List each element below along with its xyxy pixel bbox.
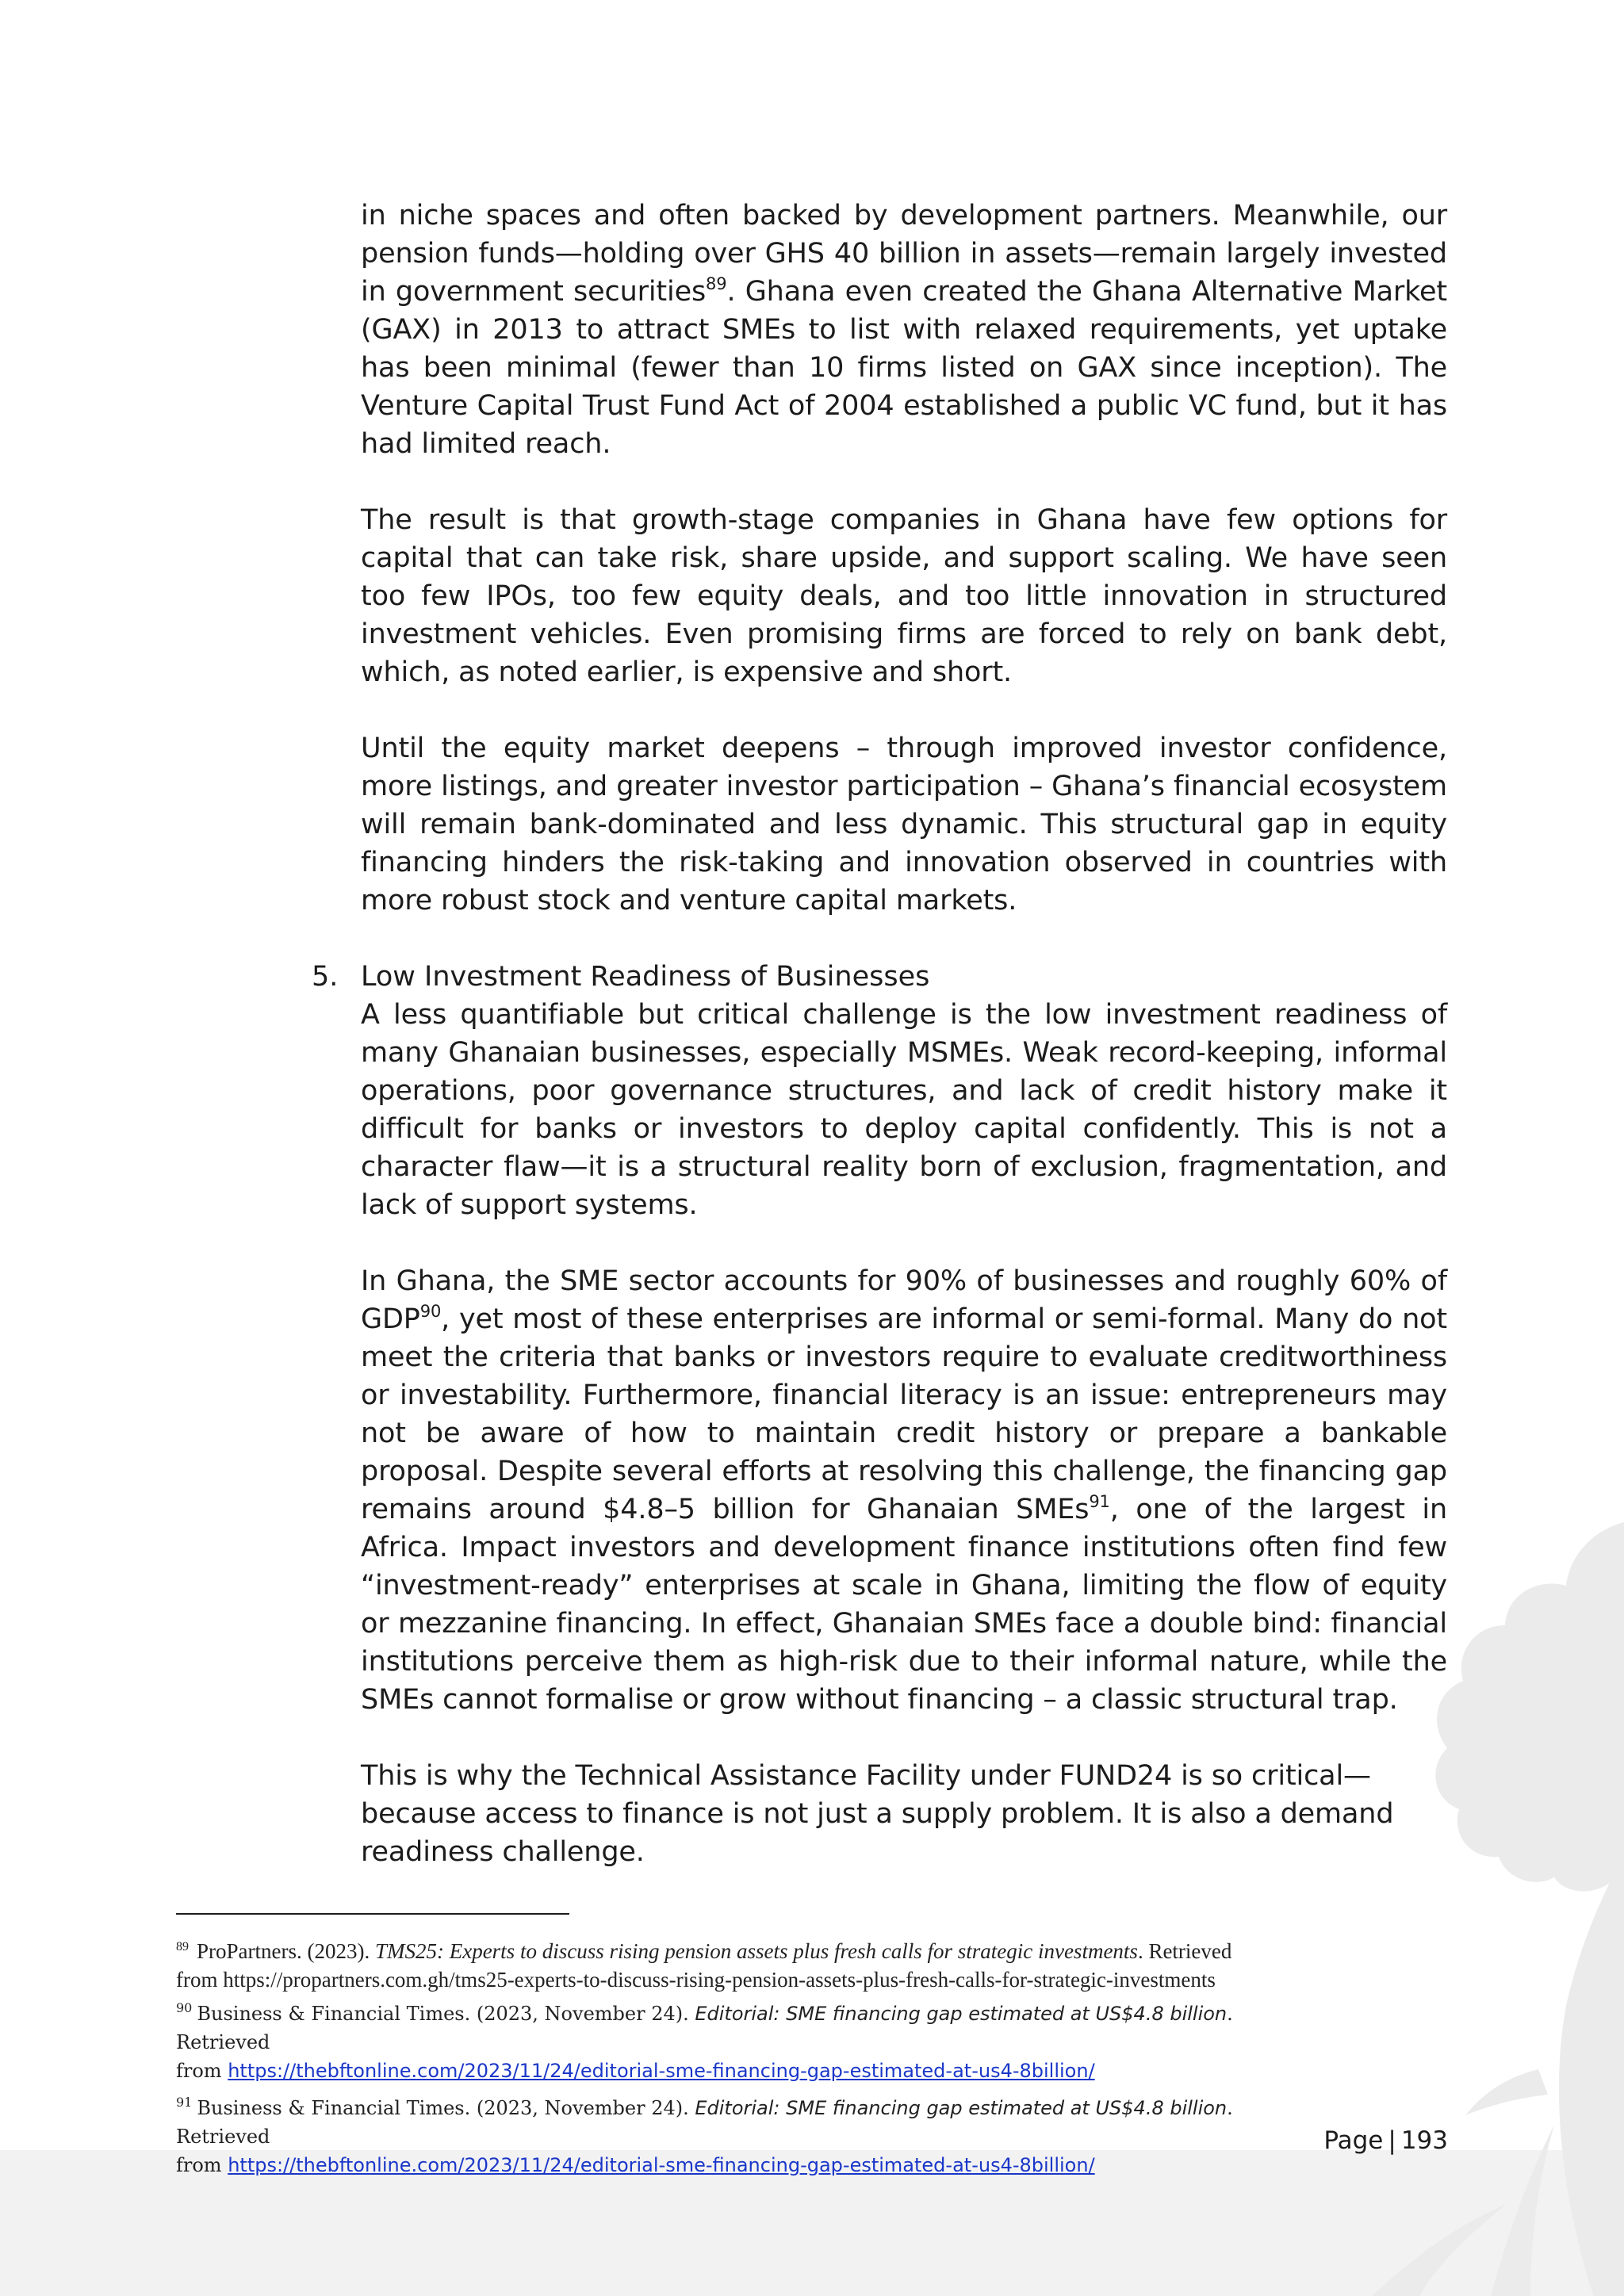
- paragraph-line: because access to finance is not just a supply problem. It is also a demand: [361, 1798, 1394, 1830]
- footnote-title: Editorial: SME financing gap estimated at US$4.8 billion: [695, 2097, 1228, 2119]
- footnote-91-link[interactable]: https://thebftonline.com/2023/11/24/editorial-sme-financing-gap-estimated-at-us4-8billion/: [228, 2154, 1095, 2176]
- section-title: Low Investment Readiness of Businesses: [361, 961, 930, 993]
- footnote-text: . Retrieved: [1137, 1939, 1232, 1963]
- footnote-text: from: [176, 2060, 228, 2082]
- page-separator: |: [1388, 2126, 1396, 2155]
- paragraph-sme-sector: [361, 1262, 1447, 1719]
- paragraph-text: , yet most of these enterprises are informal or semi-formal. Many do not meet the criteria that banks or investors require to evaluate creditworthiness or investability. Furthermore, financial literacy is an issue: entrepreneurs may not be aware of how to maintain credit history or prepare a bankable proposal. Despite several efforts at resolving this challenge, the financing gap remains around $4.8–5 billion for Ghanaian SMEs: [361, 1303, 1447, 1525]
- footnote-number: 89: [176, 1940, 189, 1954]
- footnote-text: from: [176, 2154, 228, 2176]
- footnote-divider: [176, 1913, 569, 1915]
- page-number: [1323, 2126, 1448, 2155]
- footnote-title: TMS25: Experts to discuss rising pension assets plus fresh calls for strategic investments: [374, 1939, 1138, 1963]
- paragraph-text: In Ghana, the SME sector accounts for 90% of businesses and roughly 60% of GDP: [361, 1265, 1447, 1335]
- paragraph-technical-assistance: [361, 1757, 1447, 1871]
- main-content: [312, 197, 1447, 1909]
- paragraph-line: readiness challenge.: [361, 1836, 645, 1868]
- footnote-90-link[interactable]: https://thebftonline.com/2023/11/24/editorial-sme-financing-gap-estimated-at-us4-8billion/: [228, 2060, 1095, 2082]
- footnote-89: [176, 1933, 1310, 1994]
- footnote-text: Business & Financial Times. (2023, November 24).: [197, 2003, 695, 2025]
- footnote-text: . Retrieved: [176, 2003, 1233, 2053]
- footnote-number: 90: [176, 2000, 193, 2015]
- footnote-91: [176, 2088, 1310, 2179]
- paragraph-text: , one of the largest in Africa. Impact investors and development finance institutions often find few “investment-ready” enterprises at scale in Ghana, limiting the flow of equity or mezzanine financing. In effect, Ghanaian SMEs face a double bind: financial institutions perceive them as high-risk due to their informal nature, while the SMEs cannot formalise or grow without financing – a classic structural trap.: [361, 1494, 1447, 1716]
- footnote-number: 91: [176, 2095, 193, 2110]
- footnote-ref-91[interactable]: 91: [1089, 1492, 1110, 1511]
- footnote-text: ProPartners. (2023).: [197, 1939, 375, 1963]
- footnote-90: [176, 1994, 1310, 2085]
- footnote-text: Business & Financial Times. (2023, November 24).: [197, 2097, 695, 2119]
- page-label: Page: [1323, 2126, 1384, 2155]
- paragraph-growth-stage: The result is that growth-stage companies in Ghana have few options for capital that can take risk, share upside, and support scaling. We have seen too few IPOs, too few equity deals, and too little innovation in structured investment vehicles. Even promising firms are forced to rely on bank debt, which, as noted earlier, is expensive and short.: [361, 504, 1447, 688]
- paragraph-text: . Ghana even created the Ghana Alternative Market (GAX) in 2013 to attract SMEs to list with relaxed requirements, yet uptake has been minimal (fewer than 10 firms listed on GAX since inception). The Venture Capital Trust Fund Act of 2004 established a public VC fund, but it has had limited reach.: [361, 276, 1447, 460]
- paragraph-investment-readiness: A less quantifiable but critical challenge is the low investment readiness of many Ghanaian businesses, especially MSMEs. Weak record-keeping, informal operations, poor governance structures, and lack of credit history make it difficult for banks or investors to deploy capital confidently. This is not a character flaw—it is a structural reality born of exclusion, fragmentation, and lack of support systems.: [361, 999, 1447, 1221]
- footnote-title: Editorial: SME financing gap estimated at US$4.8 billion: [695, 2003, 1228, 2025]
- section-5-heading: [312, 958, 1447, 996]
- paragraph-pension-funds: [361, 197, 1447, 463]
- footnote-text: . Retrieved: [176, 2097, 1233, 2148]
- footnote-ref-89[interactable]: 89: [706, 274, 727, 293]
- footnote-source: from https://propartners.com.gh/tms25-experts-to-discuss-rising-pension-assets-plus-fresh-calls-for-strategic-investments: [176, 1968, 1216, 1992]
- footnotes: [176, 1933, 1310, 2179]
- paragraph-line: This is why the Technical Assistance Facility under FUND24 is so critical—: [361, 1760, 1371, 1792]
- page-number-value: 193: [1400, 2126, 1448, 2155]
- section-number: 5.: [312, 961, 339, 993]
- paragraph-text: in niche spaces and often backed by development partners. Meanwhile, our pension funds—holding over GHS 40 billion in assets—remain largely invested in government securities: [361, 200, 1447, 308]
- footnote-ref-90[interactable]: 90: [419, 1302, 442, 1321]
- paragraph-equity-market: Until the equity market deepens – through improved investor confidence, more listings, and greater investor participation – Ghana’s financial ecosystem will remain bank-dominated and less dynamic. This structural gap in equity financing hinders the risk-taking and innovation observed in countries with more robust stock and venture capital markets.: [361, 733, 1447, 916]
